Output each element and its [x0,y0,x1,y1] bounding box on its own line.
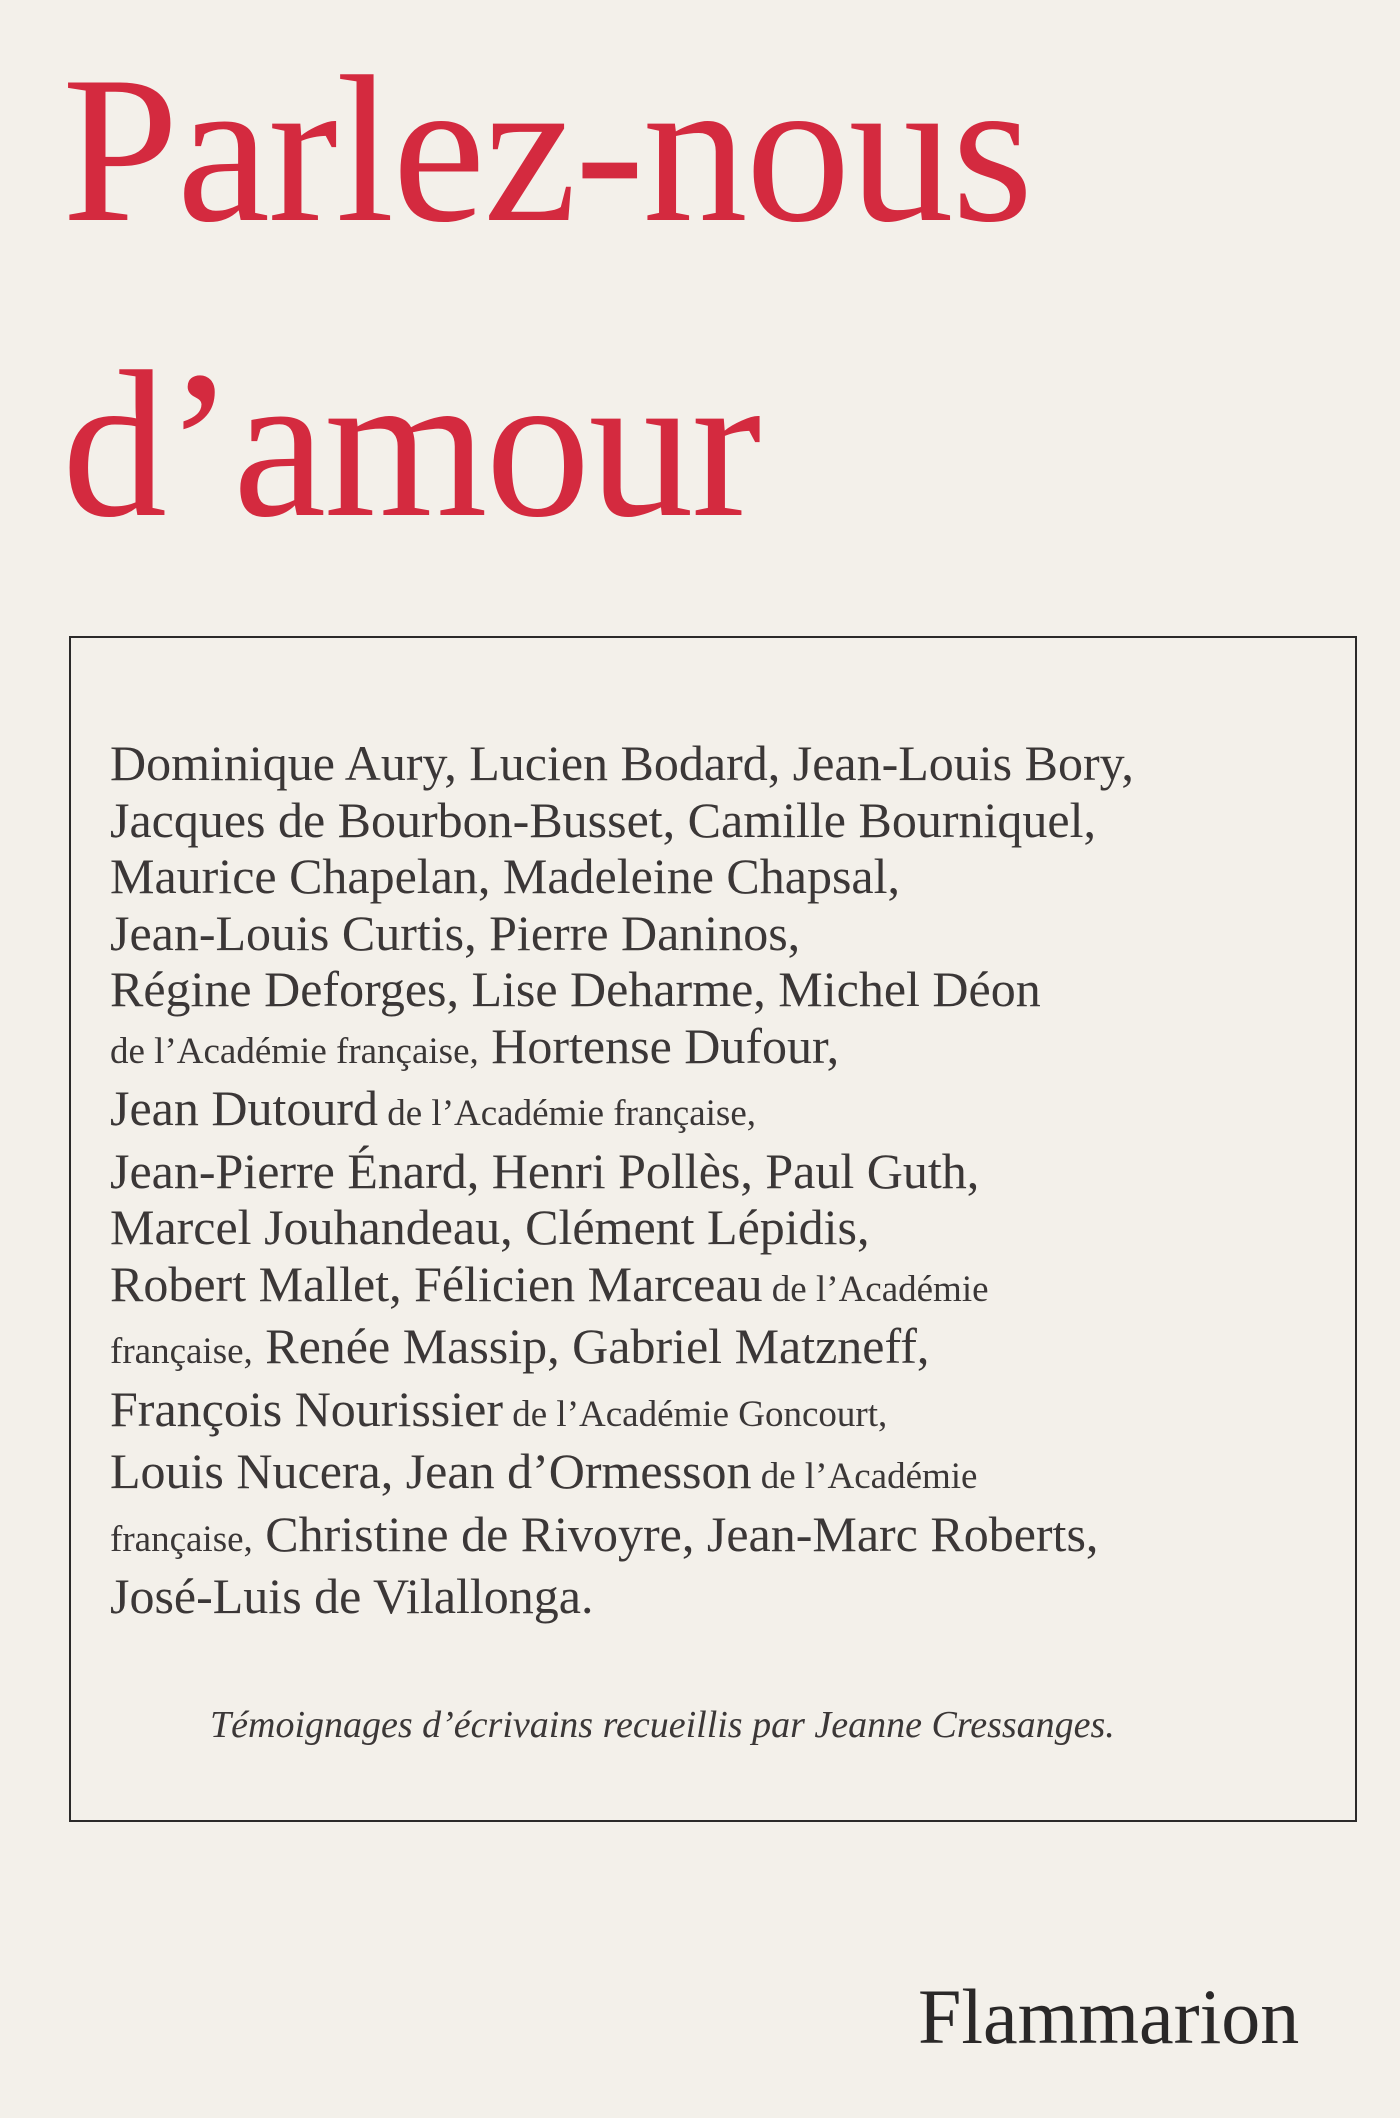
editor-credit: Témoignages d’écrivains recueillis par Jeanne Cressanges. [210,1704,1115,1746]
affiliation-text: de l’Académie française, [110,1030,479,1072]
author-line: Marcel Jouhandeau, Clément Lépidis, [110,1199,870,1255]
affiliation-text: de l’Académie [762,1268,989,1310]
author-names: Robert Mallet, Félicien Marceau [110,1255,763,1312]
title-line-1: Parlez-nous [62,34,1032,266]
author-line: Jacques de Bourbon-Busset, Camille Bourniquel, [110,791,1096,848]
author-names: Louis Nucera, Jean d’Ormesson [110,1443,752,1499]
author-line: Régine Deforges, Lise Deharme, Michel Déon [110,961,1041,1017]
author-list [110,735,1310,1625]
author-line [110,1381,1310,1444]
author-line [110,1256,1310,1319]
title-line-2: d’amour [62,329,760,561]
author-line: Dominique Aury, Lucien Bodard, Jean-Louis Bory, [110,735,1134,791]
author-line: Jean-Pierre Énard, Henri Pollès, Paul Guth, [110,1142,980,1199]
author-names: Renée Massip, Gabriel Matzneff, [252,1318,930,1374]
author-line [110,1318,1310,1381]
author-line [110,1443,1310,1506]
author-line [110,1018,1310,1081]
author-line: Jean-Louis Curtis, Pierre Daninos, [110,904,801,961]
affiliation-text: française, [110,1518,253,1560]
author-line [110,1506,1310,1569]
author-names: François Nourissier [110,1380,503,1437]
publisher-name: Flammarion [918,1973,1300,2060]
affiliation-text: française, [110,1331,253,1372]
author-names: Christine de Rivoyre, Jean-Marc Roberts, [252,1505,1099,1562]
author-line: José-Luis de Vilallonga. [110,1568,594,1624]
author-line: Maurice Chapelan, Madeleine Chapsal, [110,848,900,904]
affiliation-text: de l’Académie [751,1456,978,1497]
affiliation-text: de l’Académie Goncourt, [503,1393,888,1435]
author-names: Hortense Dufour, [478,1017,840,1074]
author-line [110,1080,1310,1143]
author-names: Jean Dutourd [110,1080,378,1136]
affiliation-text: de l’Académie française, [378,1093,757,1134]
